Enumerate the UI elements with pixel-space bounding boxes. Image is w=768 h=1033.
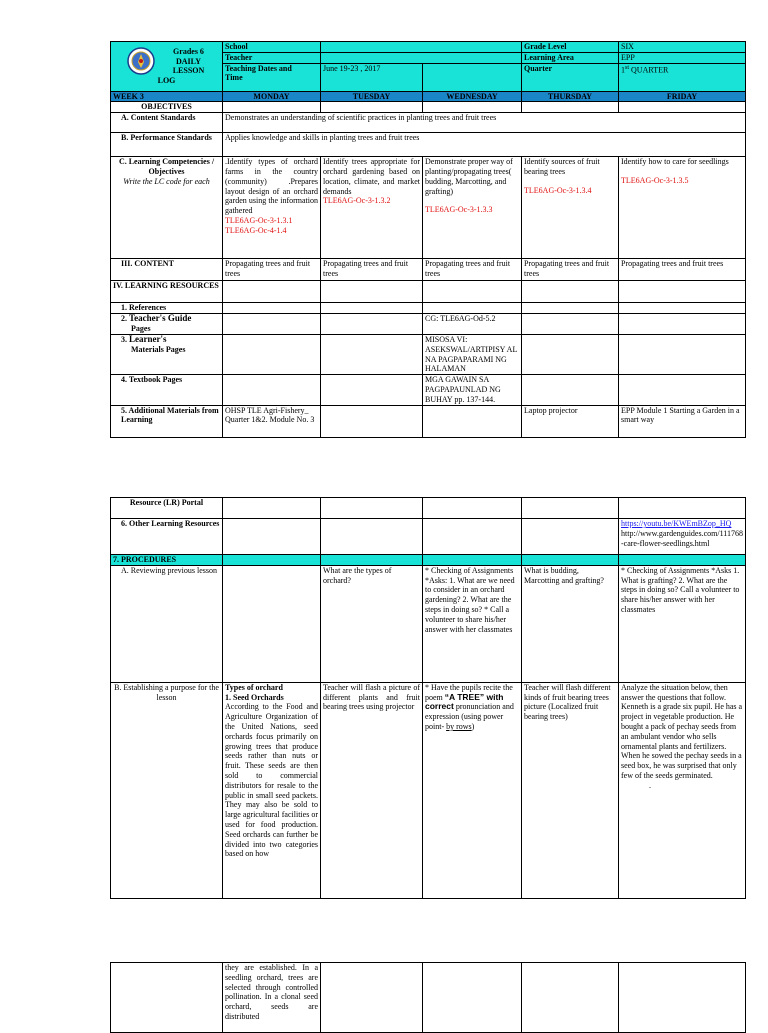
other-resources-label: 6. Other Learning Resources: [111, 519, 223, 555]
lc-code-tuesday: TLE6AG-Oc-3-1.3.2: [323, 196, 391, 206]
competency-monday: .Identify types of orchard farms in the country (community) .Prepares layout design of an orchard garden using the information gathered TLE6AG-Oc-3-1.3.1 TLE6AG-Oc-4-1.4: [223, 157, 321, 259]
reviewing-lesson-label: A. Reviewing previous lesson: [111, 565, 223, 682]
review-tuesday: What are the types of orchard?: [321, 565, 423, 682]
teacher-label: Teacher: [223, 52, 321, 63]
day-tuesday: TUESDAY: [321, 91, 423, 102]
log-label: LOG: [157, 76, 176, 86]
competency-friday: Identify how to care for seedlings TLE6AG-Oc-3-1.3.5: [619, 157, 746, 259]
additional-monday: OHSP TLE Agri-Fishery_ Quarter 1&2. Module No. 3: [223, 405, 321, 437]
day-monday: MONDAY: [223, 91, 321, 102]
types-of-orchard-heading: Types of orchard: [225, 682, 283, 692]
day-wednesday: WEDNESDAY: [423, 91, 522, 102]
dll-table-page3: [110, 962, 746, 1033]
procedures-heading: 7. PROCEDURES: [111, 555, 223, 566]
review-thursday: What is budding, Marcotting and grafting?: [522, 565, 619, 682]
learning-area-value: EPP: [619, 52, 746, 63]
content-thursday: Propagating trees and fruit trees: [522, 259, 619, 281]
lm-wednesday: MISOSA VI: ASEKSWAL/ARTIPISY AL NA PAGPAPARAMI NG HALAMAN: [423, 334, 522, 374]
textbook-label: 4. Textbook Pages: [111, 375, 223, 405]
dll-table-main: [110, 41, 746, 438]
lc-code-wednesday: TLE6AG-Oc-3-1.3.3: [425, 205, 493, 215]
additional-materials-label: 5. Additional Materials from Learning: [111, 405, 223, 437]
purpose-monday: Types of orchard 1. Seed Orchards According to the Food and Agriculture Organization of the United Nations, seed orchards focus primarily on growing trees that produce seeds rather than nuts or fruit. These seeds are then sold to commercial distributors for resale to the public in small seed packets. They may also be sold to large agricultural facilities or used for food production. Seed orchards can further be divided into two categories based on how: [223, 682, 321, 898]
teachers-guide-label: 2. Teacher's Guide Pages: [111, 313, 223, 334]
lc-code-monday-1: TLE6AG-Oc-3-1.3.1: [225, 215, 293, 225]
content-tuesday: Propagating trees and fruit trees: [321, 259, 423, 281]
references-label: 1. References: [111, 303, 223, 314]
day-thursday: THURSDAY: [522, 91, 619, 102]
purpose-wednesday: * Have the pupils recite the poem “A TREE” with correct pronunciation and expression (using power point- by rows): [423, 682, 522, 898]
other-resources-friday: [619, 519, 746, 555]
quarter-label: Quarter: [522, 63, 619, 91]
deped-seal-icon: [127, 47, 155, 75]
purpose-thursday: Teacher will flash different kinds of fruit bearing trees picture (Localized fruit bearing trees): [522, 682, 619, 898]
dll-table-page2: [110, 497, 746, 899]
review-friday: * Checking of Assignments *Asks 1. What is grafting? 2. What are the steps in doing so? Call a volunteer to share his/her answer with her classmates: [619, 565, 746, 682]
school-label: School: [223, 42, 321, 53]
gardenguides-url: http://www.gardenguides.com/111768-care-flower-seedlings.html: [621, 528, 743, 548]
content-label: III. CONTENT: [111, 259, 223, 281]
review-wednesday: * Checking of Assignments *Asks: 1. What are we need to consider in an orchard gardening? 2. What are the steps in doing so? * Call a volunteer to share his/her answer with her classmates: [423, 565, 522, 682]
school-value: [321, 42, 522, 53]
competency-thursday: Identify sources of fruit bearing trees TLE6AG-Oc-3-1.3.4: [522, 157, 619, 259]
lr-portal-label: Resource (LR) Portal: [111, 498, 223, 519]
content-standards-label: A. Content Standards: [111, 113, 223, 133]
daily-label: DAILY: [175, 56, 202, 66]
seed-orchards-heading: 1. Seed Orchards: [225, 692, 284, 702]
quarter-value: 1st QUARTER: [619, 63, 746, 91]
teaching-dates-extra: [423, 63, 522, 91]
continued-monday: they are established. In a seedling orchard, trees are selected through controlled pollination. In a clonal seed orchard, seeds are distributed: [223, 963, 321, 1033]
lc-code-friday: TLE6AG-Oc-3-1.3.5: [621, 175, 689, 185]
teacher-value: [321, 52, 522, 63]
content-standards-value: Demonstrates an understanding of scientific practices in planting trees and fruit trees: [223, 113, 746, 133]
learning-area-label: Learning Area: [522, 52, 619, 63]
teaching-dates-value: June 19-23 , 2017: [321, 63, 423, 91]
purpose-tuesday: Teacher will flash a picture of different plants and fruit bearing trees using projector: [321, 682, 423, 898]
week-label: WEEK 3: [111, 91, 223, 102]
tg-wednesday: CG: TLE6AG-Od-5.2: [423, 313, 522, 334]
content-wednesday: Propagating trees and fruit trees: [423, 259, 522, 281]
grade-level-value: SIX: [619, 42, 746, 53]
competencies-note: Write the LC code for each: [123, 176, 210, 186]
objectives-heading: OBJECTIVES: [111, 102, 223, 113]
additional-friday: EPP Module 1 Starting a Garden in a smart way: [619, 405, 746, 437]
content-friday: Propagating trees and fruit trees: [619, 259, 746, 281]
lc-code-thursday: TLE6AG-Oc-3-1.3.4: [524, 185, 592, 195]
day-friday: FRIDAY: [619, 91, 746, 102]
competencies-label: C. Learning Competencies / Objectives: [118, 157, 215, 176]
teaching-dates-label: Teaching Dates and Time: [223, 63, 321, 91]
establishing-purpose-label: B. Establishing a purpose for the lesson: [111, 682, 223, 898]
textbook-wednesday: MGA GAWAIN SA PAGPAPAUNLAD NG BUHAY pp. 137-144.: [423, 375, 522, 405]
youtube-link[interactable]: https://youtu.be/KWEmBZop_HQ: [621, 519, 732, 528]
content-monday: Propagating trees and fruit trees: [223, 259, 321, 281]
grades-label: Grades 6: [173, 46, 204, 56]
competency-tuesday: Identify trees appropriate for orchard gardening based on location, climate, and market demands TLE6AG-Oc-3-1.3.2: [321, 157, 423, 259]
performance-standards-label: B. Performance Standards: [111, 133, 223, 157]
additional-thursday: Laptop projector: [522, 405, 619, 437]
learners-materials-label: 3. Learner's Materials Pages: [111, 334, 223, 374]
lesson-label: LESSON: [172, 66, 205, 76]
dll-title-cell: [111, 42, 223, 92]
competencies-label-cell: [111, 157, 223, 259]
performance-standards-value: Applies knowledge and skills in planting trees and fruit trees: [223, 133, 746, 157]
lc-code-monday-2: TLE6AG-Oc-4-1.4: [225, 225, 287, 235]
competency-wednesday: Demonstrate proper way of planting/propagating trees( budding, Marcotting, and grafting) TLE6AG-Oc-3-1.3.3: [423, 157, 522, 259]
learning-resources-label: IV. LEARNING RESOURCES: [111, 281, 223, 303]
purpose-friday: Analyze the situation below, then answer the questions that follow. Kenneth is a grade six pupil. He has a project in vegetable production. He bought a pack of pechay seeds from an ambulant vendor who sells ornamental plants and fertilizers. When he sowed the pechay seeds in a seed box, he was surprised that only few of the seeds germinated. .: [619, 682, 746, 898]
grade-level-label: Grade Level: [522, 42, 619, 53]
